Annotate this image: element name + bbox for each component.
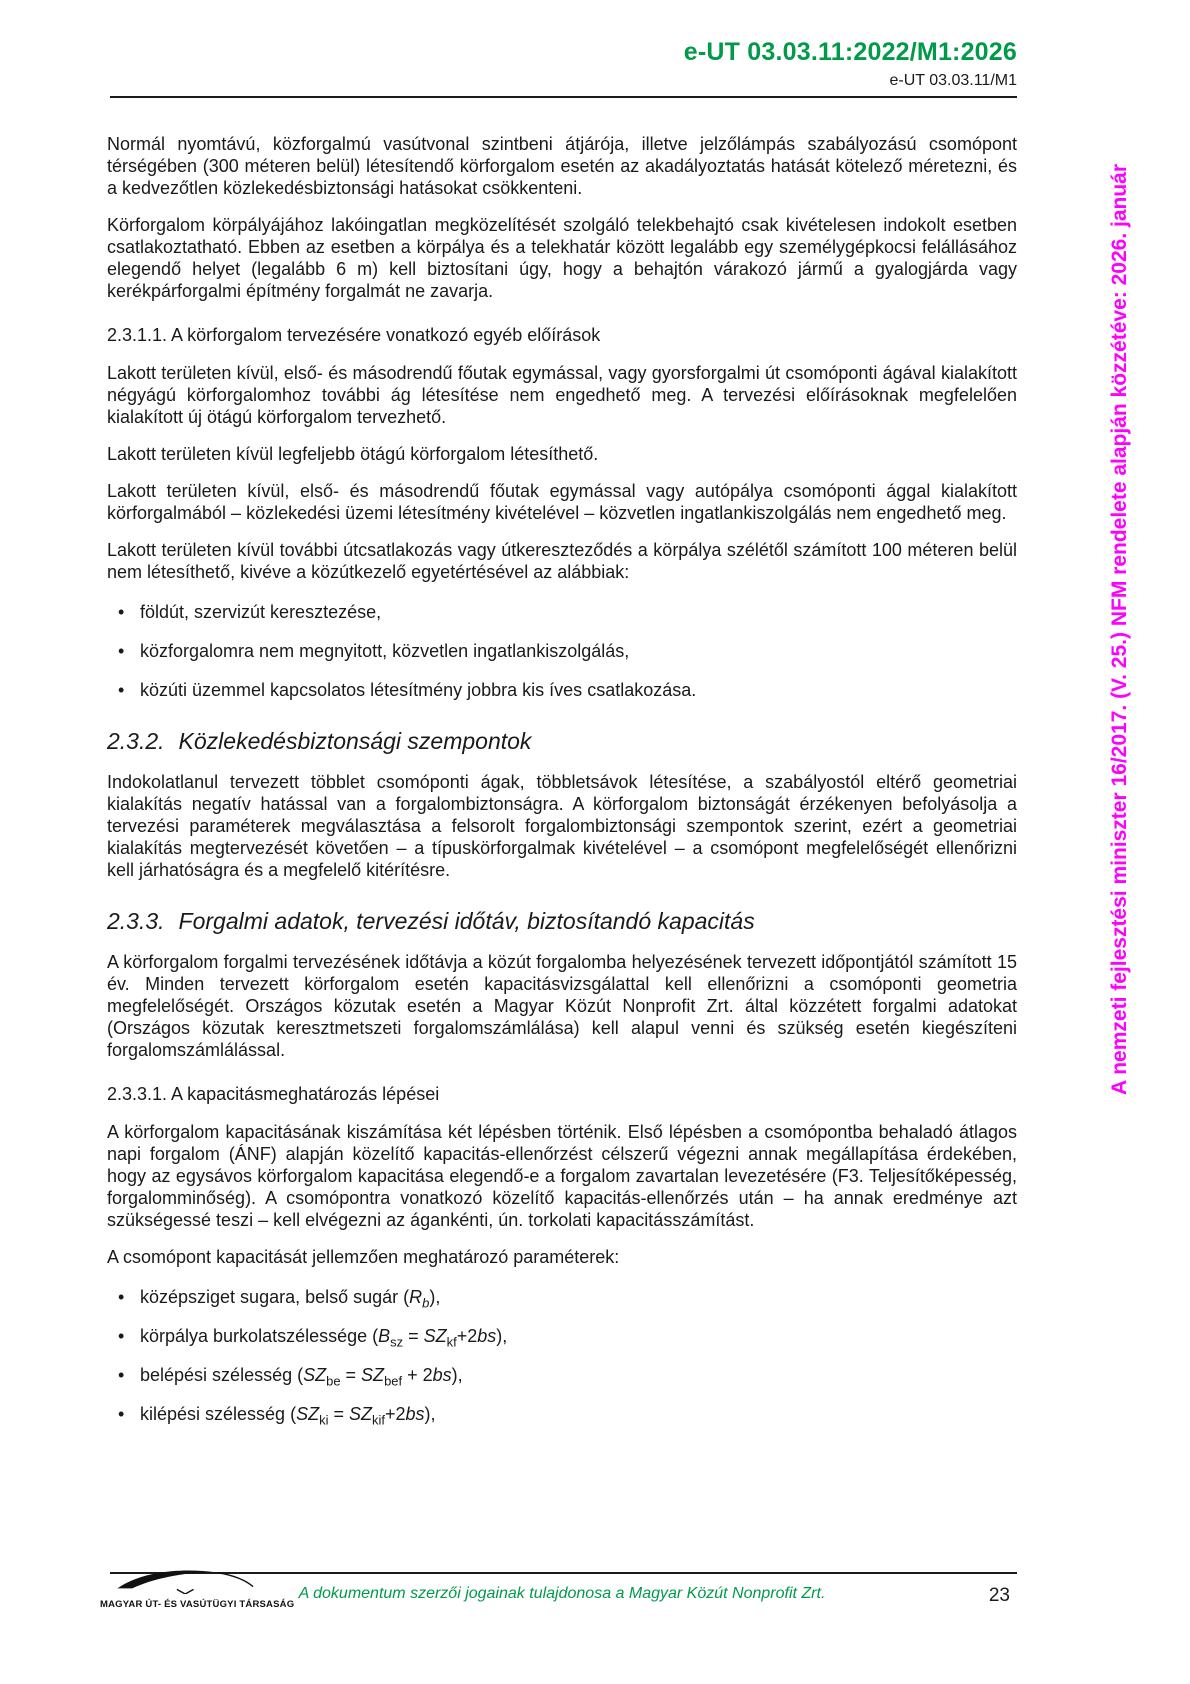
logo-caption: MAGYAR ÚT- ÉS VASÚTÜGYI TÁRSASÁG bbox=[100, 1599, 295, 1610]
heading-232 bbox=[107, 727, 1017, 755]
paragraph-232-1: Indokolatlanul tervezett többlet csomóponti ágak, többletsávok létesítése, a szabályostól eltérő geometriai kialakítás negatív hatással van a forgalombiztonságra. A körforgalom biztonságát érzékenyen befolyásolja a tervezési paraméterek megválasztása a felsorolt forgalombiztonsági szempontok szerint, ezért a geometriai kialakítás megtervezését követően – a típuskörforgalmak kivételével – a csomópont megfelelőségét ellenőrizni kell járhatóságra és a megfelelő kitérítésre. bbox=[107, 772, 1017, 880]
copyright-note: A dokumentum szerzői jogainak tulajdonosa a Magyar Közút Nonprofit Zrt. bbox=[298, 1585, 826, 1602]
list-item bbox=[107, 679, 1017, 701]
param-bullet-item: • kilépési szélesség $(SZ_{ki} = SZ_{kif}+2bs)$, bbox=[107, 1403, 1017, 1425]
heading-title: Forgalmi adatok, tervezési időtáv, biztosítandó kapacitás bbox=[178, 908, 755, 934]
paragraph-2311-3: Lakott területen kívül, első- és másodrendű főutak egymással vagy autópálya csomóponti ággal kialakított körforgalmából – közlekedési üzemi létesítmény kivételével – közvetlen ingatlankiszolgálás nem engedhető meg. bbox=[107, 481, 1017, 523]
heading-number: 2.3.3. bbox=[107, 908, 165, 934]
subheading-2311: 2.3.1.1. A körforgalom tervezésére vonatkozó egyéb előírások bbox=[107, 325, 601, 345]
list-item-text: közforgalomra nem megnyitott, közvetlen ingatlankiszolgálás, bbox=[140, 641, 630, 661]
page-number: 23 bbox=[988, 1585, 1010, 1606]
param-bullet-item: • középsziget sugara, belső sugár $(R_b)$, bbox=[107, 1286, 1017, 1308]
heading-title: Közlekedésbiztonsági szempontok bbox=[178, 728, 532, 754]
exception-bullet-list bbox=[107, 601, 1017, 701]
header-rule bbox=[110, 96, 1017, 98]
heading-233 bbox=[107, 907, 1017, 935]
list-item-text: földút, szervizút keresztezése, bbox=[140, 602, 382, 622]
side-note-vertical: A nemzeti fejlesztési miniszter 16/2017. (V. 25.) NFM rendelete alapján közzétéve: 2026. január bbox=[1108, 163, 1131, 1095]
paragraph-2311-1: Lakott területen kívül, első- és másodrendű főutak egymással, vagy gyorsforgalmi út csomóponti ágával kialakított négyágú körforgalomhoz további ág létesítése nem engedhető meg. A tervezési előírásoknak megfelelően kialakított új ötágú körforgalom tervezhető. bbox=[107, 363, 1017, 427]
paragraph-intro-2: Körforgalom körpályájához lakóingatlan megközelítését szolgáló telekbehajtó csak kivételesen indokolt esetben csatlakoztatható. Ebben az esetben a körpálya és a telekhatár között legalább egy személygépkocsi felállásához elegendő helyet (legalább 6 m) kell biztosítani úgy, hogy a behajtón várakozó jármű a gyalogjárda vagy kerékpárforgalmi építmény forgalmát ne zavarja. bbox=[107, 215, 1017, 301]
heading-number: 2.3.2. bbox=[107, 728, 165, 754]
paragraph-2311-4: Lakott területen kívül további útcsatlakozás vagy útkereszteződés a körpálya szélétől számított 100 méteren belül nem létesíthető, kivéve a közútkezelő egyetértésével az alábbiak: bbox=[107, 540, 1017, 582]
paragraph-2331-2: A csomópont kapacitását jellemzően meghatározó paraméterek: bbox=[107, 1247, 620, 1267]
paragraph-233-1: A körforgalom forgalmi tervezésének időtávja a közút forgalomba helyezésének tervezett időpontjától számított 15 év. Minden tervezett körforgalom esetén kapacitásvizsgálattal kell ellenőrizni a csomóponti geometria megfelelőségét. Országos közutak esetén a Magyar Közút Nonprofit Zrt. által közzétett forgalmi adatokat (Országos közutak keresztmetszeti forgalomszámlálása) kell alapul venni és szükség esetén kiegészíteni forgalomszámlálással. bbox=[107, 952, 1017, 1060]
doc-code-short: e-UT 03.03.11/M1 bbox=[889, 72, 1017, 89]
list-item-text: közúti üzemmel kapcsolatos létesítmény jobbra kis íves csatlakozása. bbox=[140, 680, 697, 700]
list-item bbox=[107, 601, 1017, 623]
parameter-bullet-list bbox=[107, 1286, 1017, 1428]
subheading-2331: 2.3.3.1. A kapacitásmeghatározás lépései bbox=[107, 1084, 440, 1104]
param-bullet-item: • belépési szélesség $(SZ_{be} = SZ_{bef} + 2bs)$, bbox=[107, 1364, 1017, 1386]
param-bullet-item: • körpálya burkolatszélessége $(B_{sz} = SZ_{kf}+2bs)$, bbox=[107, 1325, 1017, 1347]
document-body bbox=[107, 133, 1017, 1443]
doc-code: e-UT 03.03.11:2022/M1:2026 bbox=[683, 38, 1017, 66]
list-item bbox=[107, 640, 1017, 662]
paragraph-2311-2: Lakott területen kívül legfeljebb ötágú körforgalom létesíthető. bbox=[107, 444, 599, 464]
paragraph-intro-1: Normál nyomtávú, közforgalmú vasútvonal szintbeni átjárója, illetve jelzőlámpás szabályozású csomópont térségében (300 méteren belül) létesítendő körforgalom esetén az akadályoztatás hatását kötelező méretezni, és a kedvezőtlen közlekedésbiztonsági hatásokat csökkenteni. bbox=[107, 134, 1017, 198]
paragraph-2331-1: A körforgalom kapacitásának kiszámítása két lépésben történik. Első lépésben a csomópontba behaladó átlagos napi forgalom (ÁNF) alapján közelítő kapacitás-ellenőrzést célszerű végezni annak megállapítása érdekében, hogy az egysávos körforgalom kapacitása elegendő-e a forgalom zavartalan levezetésére (F3. Teljesítőképesség, forgalomminőség). A csomópontra vonatkozó közelítő kapacitás-ellenőrzés után – ha annak eredménye azt szükségessé teszi – kell elvégezni az ágankénti, ún. torkolati kapacitásszámítást. bbox=[107, 1122, 1017, 1230]
